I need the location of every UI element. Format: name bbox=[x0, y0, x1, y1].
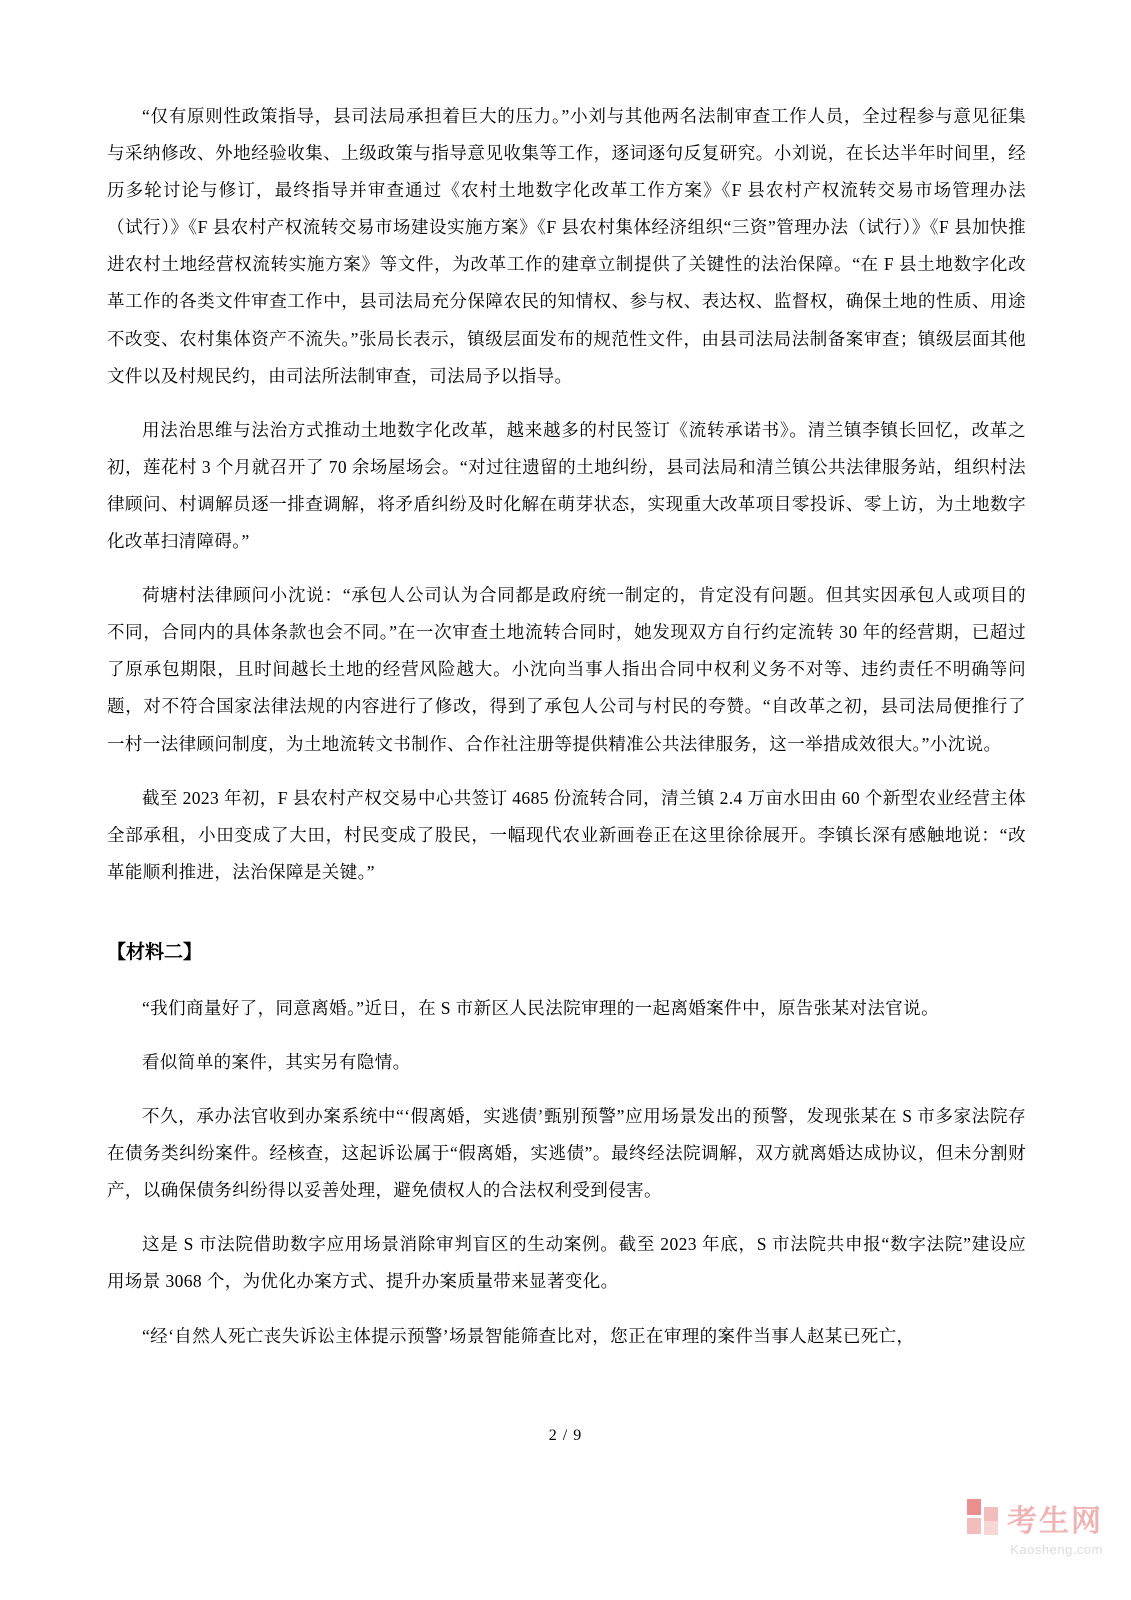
kaosheng-watermark bbox=[967, 1496, 1103, 1557]
paragraph: 这是 S 市法院借助数字应用场景消除审判盲区的生动案例。截至 2023 年底，S 市法院共申报“数字法院”建设应用场景 3068 个，为优化办案方式、提升办案质量带来显著变化。 bbox=[107, 1234, 1026, 1292]
watermark-site-name: 考生网 bbox=[1007, 1505, 1103, 1538]
paragraph: “我们商量好了，同意离婚。”近日，在 S 市新区人民法院审理的一起离婚案件中，原告张某对法官说。 bbox=[142, 997, 939, 1018]
section-heading-material-2: 【材料二】 bbox=[107, 941, 203, 963]
kaosheng-logo-icon bbox=[967, 1499, 1001, 1537]
paragraph: 用法治思维与法治方式推动土地数字化改革，越来越多的村民签订《流转承诺书》。清兰镇李镇长回忆，改革之初，莲花村 3 个月就召开了 70 余场屋场会。“对过往遗留的土地纠纷，县司法局和清兰镇公共法律服务站，组织村法律顾问、村调解员逐一排查调解，将矛盾纠纷及时化解在萌芽状态，实现重大改革项目零投诉、零上访，为土地数字化改革扫清障碍。” bbox=[107, 419, 1026, 552]
page-number: 2 / 9 bbox=[548, 1427, 583, 1444]
paragraph: 荷塘村法律顾问小沈说：“承包人公司认为合同都是政府统一制定的，肯定没有问题。但其实因承包人或项目的不同，合同内的具体条款也会不同。”在一次审查土地流转合同时，她发现双方自行约定流转 30 年的经营期，已超过了原承包期限，且时间越长土地的经营风险越大。小沈向当事人指出合同中权利义务不对等、违约责任不明确等问题，对不符合国家法律法规的内容进行了修改，得到了承包人公司与村民的夸赞。“自改革之初，县司法局便推行了一村一法律顾问制度，为土地流转文书制作、合作社注册等提供精准公共法律服务，这一举措成效很大。”小沈说。 bbox=[107, 585, 1026, 754]
paragraph: “仅有原则性政策指导，县司法局承担着巨大的压力。”小刘与其他两名法制审查工作人员，全过程参与意见征集与采纳修改、外地经验收集、上级政策与指导意见收集等工作，逐词逐句反复研究。小刘说，在长达半年时间里，经历多轮讨论与修订，最终指导并审查通过《农村土地数字化改革工作方案》《F 县农村产权流转交易市场管理办法（试行）》《F 县农村产权流转交易市场建设实施方案》《F 县农村集体经济组织“三资”管理办法（试行）》《F 县加快推进农村土地经营权流转实施方案》等文件，为改革工作的建章立制提供了关键性的法治保障。“在 F 县土地数字化改革工作的各类文件审查工作中，县司法局充分保障农民的知情权、参与权、表达权、监督权，确保土地的性质、用途不改变、农村集体资产不流失。”张局长表示，镇级层面发布的规范性文件，由县司法局法制备案审查；镇级层面其他文件以及村规民约，由司法所法制审查，司法局予以指导。 bbox=[107, 106, 1026, 386]
document-body bbox=[107, 98, 1026, 1372]
paragraph: 看似简单的案件，其实另有隐情。 bbox=[142, 1051, 411, 1072]
paragraph: 截至 2023 年初，F 县农村产权交易中心共签订 4685 份流转合同，清兰镇 2.4 万亩水田由 60 个新型农业经营主体全部承租，小田变成了大田，村民变成了股民，一幅现代农业新画卷正在这里徐徐展开。李镇长深有感触地说：“改革能顺利推进，法治保障是关键。” bbox=[107, 787, 1026, 882]
watermark-site-url: Kaosheng.com bbox=[1010, 1542, 1103, 1557]
paragraph: 不久，承办法官收到办案系统中“‘假离婚，实逃债’甄别预警”应用场景发出的预警，发现张某在 S 市多家法院存在债务类纠纷案件。经核查，这起诉讼属于“假离婚，实逃债”。最终经法院调解，双方就离婚达成协议，但未分割财产，以确保债务纠纷得以妥善处理，避免债权人的合法权利受到侵害。 bbox=[107, 1106, 1026, 1201]
paragraph: “经‘自然人死亡丧失诉讼主体提示预警’场景智能筛查比对，您正在审理的案件当事人赵某已死亡， bbox=[142, 1325, 915, 1346]
watermark-row bbox=[967, 1496, 1103, 1540]
